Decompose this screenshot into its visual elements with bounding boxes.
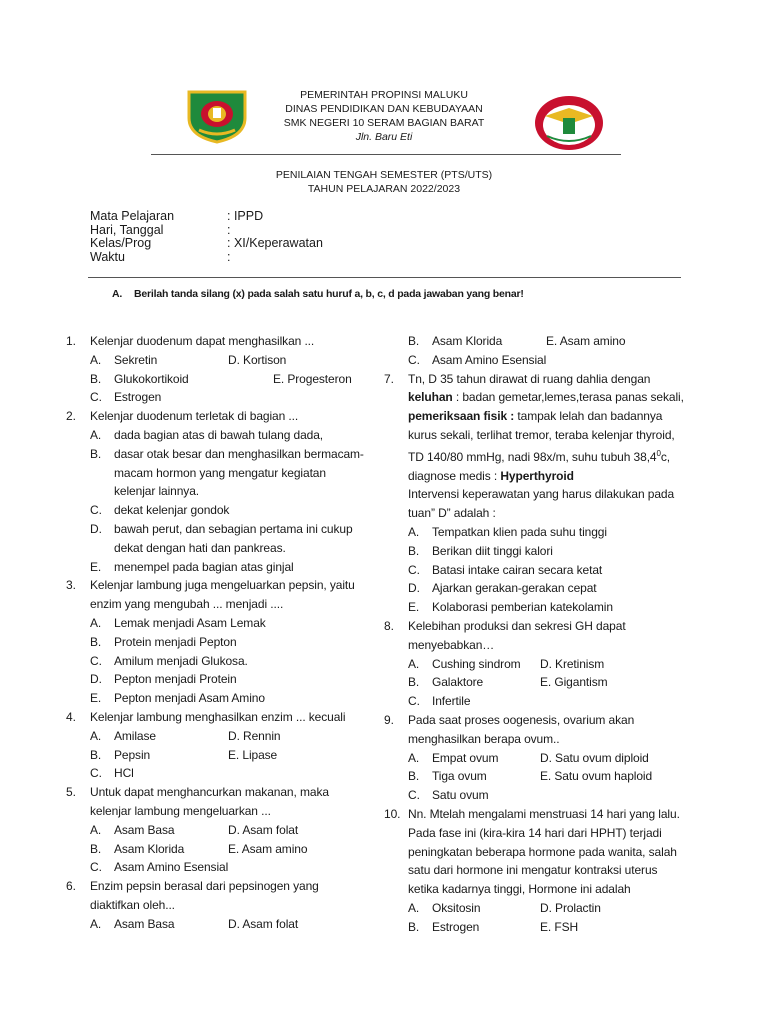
option-letter: B. [408,769,420,784]
option-a[interactable]: Lemak menjadi Asam Lemak [114,615,266,630]
option-letter: D. [90,672,102,687]
option-letter: A. [90,728,102,743]
header-address: Jln. Baru Eti [355,131,413,143]
question-4 [66,708,366,727]
option-letter: B. [408,675,420,690]
option-b[interactable]: Asam Klorida [114,841,185,856]
question-text: Kelenjar lambung juga mengeluarkan pepsin, yaitu enzim yang mengubah ... menjadi .... [90,578,355,612]
option-letter: A. [408,656,420,671]
option-b[interactable]: Estrogen [432,919,480,934]
option-letter: C. [90,860,102,875]
option-a[interactable]: Asam Basa [114,916,175,931]
header-line-1: PEMERINTAH PROPINSI MALUKU [300,89,468,101]
option-letter: E. [408,600,420,615]
option-d[interactable]: D. Satu ovum diploid [540,750,649,765]
q7-intro: Tn, D 35 tahun dirawat di ruang dahlia dengan [408,371,651,386]
question-number: 6. [66,879,76,894]
question-2 [66,407,366,426]
meta-key: Kelas/Prog [90,236,152,250]
option-a[interactable]: Cushing sindrom [432,656,521,671]
option-letter: B. [90,446,102,461]
question-8 [384,617,684,655]
option-d[interactable]: Ajarkan gerakan-gerakan cepat [432,581,597,596]
option-d[interactable]: D. Kortison [228,352,287,367]
q7-keluhan-label: keluhan [408,390,453,405]
questions-left-column [66,332,366,934]
option-letter: D. [90,521,102,536]
option-letter: C. [90,653,102,668]
option-letter: B. [90,634,102,649]
option-c[interactable]: Asam Amino Esensial [432,352,547,367]
instruction [112,288,524,300]
option-c[interactable]: Amilum menjadi Glukosa. [114,653,248,668]
option-e[interactable]: menempel pada bagian atas ginjal [114,559,294,574]
q7-diagnosis-label: diagnose medis : [408,468,501,483]
exam-title-line-1: PENILAIAN TENGAH SEMESTER (PTS/UTS) [275,169,493,181]
option-c[interactable]: dekat kelenjar gondok [114,503,230,518]
question-number: 1. [66,334,76,348]
option-a[interactable]: Empat ovum [432,750,499,765]
option-letter: B. [90,841,102,856]
option-c[interactable]: Asam Amino Esensial [114,860,229,875]
meta-key: Mata Pelajaran [90,209,175,223]
option-e[interactable]: E. Lipase [228,747,278,762]
question-number: 5. [66,785,76,800]
option-e[interactable]: Kolaborasi pemberian katekolamin [432,600,613,615]
option-a[interactable]: dada bagian atas di bawah tulang dada, [114,427,324,442]
question-text: Untuk dapat menghancurkan makanan, maka kelenjar lambung mengeluarkan ... [90,785,329,818]
meta-value: : [227,249,231,264]
option-d[interactable]: bawah perut, dan sebagian pertama ini cukup dekat dengan hati dan pankreas. [114,521,353,555]
q7-degree: 0 [656,448,661,458]
exam-meta [90,210,323,264]
question-number: 8. [384,618,394,633]
option-d[interactable]: D. Asam folat [228,916,299,931]
option-e[interactable]: Pepton menjadi Asam Amino [114,691,265,706]
option-e[interactable]: E. FSH [540,919,579,934]
question-6 [66,877,366,915]
option-a[interactable]: Tempatkan klien pada suhu tinggi [432,524,607,539]
header-line-3: SMK NEGERI 10 SERAM BAGIAN BARAT [283,117,485,129]
option-letter: C. [408,562,420,577]
q7-fisik: tampak lelah dan badannya kurus sekali, terlihat tremor, teraba kelenjar thyroid, TD 140/80 mmHg, nadi 98x/m, suhu tubuh 38,4 [408,409,675,464]
option-e[interactable]: E. Asam amino [228,841,308,856]
option-letter: E. [90,559,102,574]
option-b[interactable]: Asam Klorida [432,334,503,348]
option-b[interactable]: Protein menjadi Pepton [114,634,237,649]
option-e[interactable]: E. Gigantism [540,675,608,690]
option-letter: C. [408,352,420,367]
option-c[interactable]: Batasi intake cairan secara ketat [432,562,603,577]
option-c[interactable]: HCl [114,766,134,781]
option-c[interactable]: Satu ovum [432,788,489,803]
option-a[interactable]: Sekretin [114,352,158,367]
option-letter: C. [408,694,420,709]
option-b[interactable]: dasar otak besar dan menghasilkan bermacam-macam hormon yang mengatur kegiatan kelenjar lainnya. [114,446,364,499]
meta-value: : [227,222,231,237]
question-9 [384,711,684,749]
question-text: Kelenjar duodenum dapat menghasilkan ... [90,334,315,348]
option-letter: A. [90,822,102,837]
option-b[interactable]: Glukokortikoid [114,371,189,386]
exam-title-line-2: TAHUN PELAJARAN 2022/2023 [307,183,461,195]
option-b[interactable]: Tiga ovum [432,769,487,784]
option-letter: A. [90,916,102,931]
question-3 [66,576,366,614]
meta-value: : IPPD [227,209,264,223]
option-letter: A. [408,524,420,539]
option-d[interactable]: D. Kretinism [540,656,605,671]
option-c[interactable]: Infertile [432,694,471,709]
option-d[interactable]: D. Asam folat [228,822,299,837]
q7-fisik-label: pemeriksaan fisik : [408,409,515,424]
question-10 [384,805,684,899]
option-letter: C. [90,766,102,781]
question-number: 3. [66,578,76,593]
questions-right-column [384,332,684,937]
question-number: 9. [384,712,394,727]
option-letter: B. [90,747,102,762]
question-1 [66,332,366,351]
header-line-2: DINAS PENDIDIKAN DAN KEBUDAYAAN [285,103,483,115]
q7-question: Intervensi keperawatan yang harus dilakukan pada tuan” D” adalah : [408,487,675,521]
q7-diagnosis: Hyperthyroid [500,468,574,483]
q7-keluhan: : badan gemetar,lemes,terasa panas sekali, [452,390,684,405]
question-number: 10. [384,806,401,821]
option-letter: B. [408,919,420,934]
question-text: Pada saat proses oogenesis, ovarium akan menghasilkan berapa ovum.. [408,712,635,746]
instruction-text: Berilah tanda silang (x) pada salah satu huruf a, b, c, d pada jawaban yang benar! [134,288,524,300]
option-a[interactable]: Oksitosin [432,900,481,915]
meta-key: Hari, Tanggal [90,222,164,237]
option-d[interactable]: Pepton menjadi Protein [114,672,237,687]
meta-divider [88,277,681,278]
question-text: Enzim pepsin berasal dari pepsinogen yang diaktifkan oleh... [90,879,319,912]
question-number: 7. [384,371,394,386]
option-letter: D. [408,581,420,596]
question-7 [384,370,684,523]
option-letter: B. [408,543,420,558]
q7-celsius: c, [660,449,671,464]
question-text: Kelenjar lambung menghasilkan enzim ... kecuali [90,709,346,724]
letterhead-divider [151,154,621,155]
question-number: 4. [66,709,76,724]
instruction-letter: A. [112,288,123,300]
option-d[interactable]: D. Rennin [228,728,281,743]
option-letter: A. [408,750,420,765]
option-c[interactable]: Estrogen [114,390,162,405]
option-letter: A. [408,900,420,915]
option-d[interactable]: D. Prolactin [540,900,601,915]
question-text: Kelebihan produksi dan sekresi GH dapat menyebabkan… [408,618,626,652]
letterhead [0,88,768,144]
option-e[interactable]: E. Asam amino [546,334,626,348]
option-letter: B. [90,371,102,386]
option-b[interactable]: Galaktore [432,675,484,690]
meta-value: : XI/Keperawatan [227,236,323,250]
option-a[interactable]: Asam Basa [114,822,175,837]
exam-title [0,168,768,196]
question-text: Kelenjar duodenum terletak di bagian ... [90,409,299,424]
question-text [408,370,684,523]
option-letter: A. [90,615,102,630]
option-letter: C. [408,788,420,803]
option-letter: C. [90,390,102,405]
option-b[interactable]: Pepsin [114,747,151,762]
option-letter: B. [408,334,420,348]
question-5 [66,783,366,821]
option-b[interactable]: Berikan diit tinggi kalori [432,543,553,558]
option-e[interactable]: E. Progesteron [273,371,352,386]
meta-key: Waktu [90,249,125,264]
option-a[interactable]: Amilase [114,728,156,743]
question-number: 2. [66,409,76,424]
option-letter: A. [90,427,102,442]
question-text: Nn. Mtelah mengalami menstruasi 14 hari yang lalu. Pada fase ini (kira-kira 14 hari dari HPHT) terjadi peningkatan beberapa hormone pada wanita, salah satu dari hormone ini mengatur kontraksi uterus ketika kadarnya tinggi, Hormone ini adalah [408,806,680,897]
option-letter: C. [90,503,102,518]
option-letter: E. [90,691,102,706]
option-e[interactable]: E. Satu ovum haploid [540,769,653,784]
option-letter: A. [90,352,102,367]
